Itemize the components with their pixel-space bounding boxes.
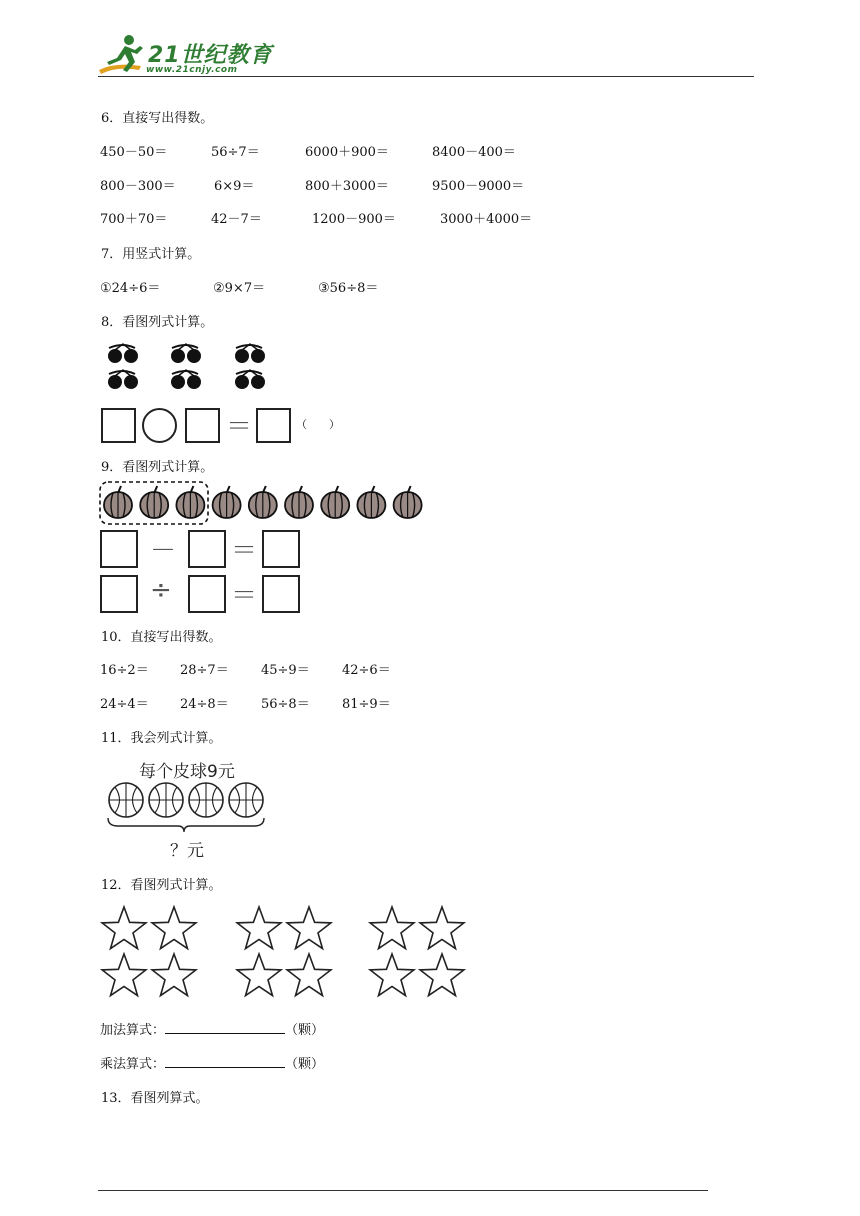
equals-sign: ＝ <box>226 412 253 442</box>
addition-line <box>100 1019 324 1038</box>
star-icon <box>420 954 464 996</box>
q7-item: ③56÷8＝ <box>318 281 379 296</box>
addition-label: 加法算式： <box>100 1023 166 1038</box>
pumpkin-icon <box>176 486 204 518</box>
answer-box[interactable] <box>188 575 226 613</box>
q7-item: ②9×7＝ <box>213 281 266 296</box>
q6-cell: 800＋3000＝ <box>305 179 389 194</box>
equals-sign: ＝ <box>231 536 258 566</box>
q10-cell: 24÷8＝ <box>180 697 229 712</box>
logo-url: www.21cnjy.com <box>146 65 238 75</box>
q6-cell: 8400－400＝ <box>432 145 516 160</box>
q6-cell: 450－50＝ <box>100 145 168 160</box>
q10-title: 10．直接写出得数。 <box>101 630 222 645</box>
answer-box[interactable] <box>262 530 300 568</box>
answer-box[interactable] <box>100 575 138 613</box>
cherry-group-icon <box>235 344 265 389</box>
pumpkin-icon <box>104 486 132 518</box>
q6-cell: 800－300＝ <box>100 179 176 194</box>
q6-cell: 3000＋4000＝ <box>440 212 533 227</box>
multiplication-unit: （颗） <box>285 1057 325 1072</box>
q6-cell: 1200－900＝ <box>312 212 396 227</box>
q13-title: 13．看图列算式。 <box>101 1091 209 1106</box>
star-icon <box>287 954 331 996</box>
q10-cell: 16÷2＝ <box>100 663 149 678</box>
total-question: ？元 <box>170 841 204 861</box>
answer-box[interactable] <box>262 575 300 613</box>
q10-cell: 45÷9＝ <box>261 663 310 678</box>
star-icon <box>370 954 414 996</box>
multiplication-answer-blank[interactable] <box>165 1055 285 1068</box>
unit-paren: （ ） <box>296 418 340 431</box>
answer-box[interactable] <box>100 530 138 568</box>
q8-title: 8．看图列式计算。 <box>101 315 214 330</box>
star-icon <box>370 907 414 949</box>
stars-image <box>98 903 470 1003</box>
star-icon <box>102 954 146 996</box>
operator-circle[interactable] <box>142 408 177 443</box>
star-icon <box>420 907 464 949</box>
pumpkin-icon <box>213 486 241 518</box>
pumpkins-image <box>98 480 428 526</box>
q12-title: 12．看图列式计算。 <box>101 878 222 893</box>
pumpkin-icon <box>394 486 422 518</box>
pumpkin-icon <box>357 486 385 518</box>
q11-title: 11．我会列式计算。 <box>101 731 222 746</box>
q9-title: 9．看图列式计算。 <box>101 460 214 475</box>
equals-sign: ＝ <box>231 581 258 611</box>
star-icon <box>237 907 281 949</box>
cherry-group-icon <box>171 344 201 389</box>
logo-text: 21世纪教育 <box>148 43 273 68</box>
ball-icon <box>189 783 223 817</box>
ball-icon <box>229 783 263 817</box>
q6-cell: 9500－9000＝ <box>432 179 525 194</box>
ball-icon <box>149 783 183 817</box>
star-icon <box>102 907 146 949</box>
q6-cell: 700＋70＝ <box>100 212 168 227</box>
q6-cell: 56÷7＝ <box>211 145 260 160</box>
pumpkin-icon <box>140 486 168 518</box>
ball-icon <box>109 783 143 817</box>
q7-title: 7．用竖式计算。 <box>101 247 201 262</box>
header-rule <box>98 76 754 77</box>
cherry-group-icon <box>108 344 138 389</box>
answer-box[interactable] <box>185 408 220 443</box>
answer-box[interactable] <box>256 408 291 443</box>
q10-cell: 24÷4＝ <box>100 697 149 712</box>
ball-price-caption: 每个皮球9元 <box>139 762 235 782</box>
q10-cell: 56÷8＝ <box>261 697 310 712</box>
cherries-image <box>100 340 280 396</box>
star-icon <box>152 907 196 949</box>
answer-box[interactable] <box>188 530 226 568</box>
pumpkin-icon <box>285 486 313 518</box>
star-icon <box>237 954 281 996</box>
star-icon <box>152 954 196 996</box>
balls-image <box>104 780 268 832</box>
addition-answer-blank[interactable] <box>165 1021 285 1034</box>
q6-title: 6．直接写出得数。 <box>101 111 214 126</box>
brace-icon <box>108 818 264 832</box>
addition-unit: （颗） <box>285 1023 325 1038</box>
q10-cell: 81÷9＝ <box>342 697 391 712</box>
q6-cell: 42－7＝ <box>211 212 262 227</box>
multiplication-label: 乘法算式： <box>100 1057 166 1072</box>
minus-sign: － <box>150 536 177 566</box>
pumpkin-icon <box>249 486 277 518</box>
answer-box[interactable] <box>101 408 136 443</box>
multiplication-line <box>100 1053 324 1072</box>
footer-rule <box>98 1190 708 1191</box>
q6-cell: 6000＋900＝ <box>305 145 389 160</box>
q10-cell: 28÷7＝ <box>180 663 229 678</box>
divide-sign: ÷ <box>150 575 172 605</box>
q10-cell: 42÷6＝ <box>342 663 391 678</box>
q6-cell: 6×9＝ <box>214 179 255 194</box>
pumpkin-icon <box>321 486 349 518</box>
star-icon <box>287 907 331 949</box>
q7-item: ①24÷6＝ <box>100 281 161 296</box>
